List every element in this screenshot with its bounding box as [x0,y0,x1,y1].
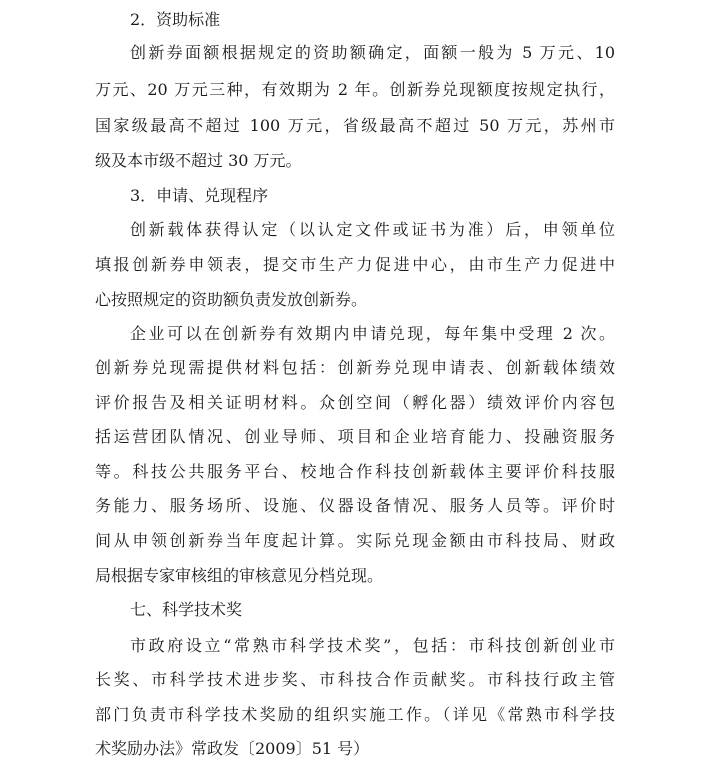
text-line: 评价报告及相关证明材料。众创空间（孵化器）绩效评价内容包 [95,393,615,412]
text-line: 间从申领创新券当年度起计算。实际兑现金额由市科技局、财政 [95,531,615,550]
text-line: 创新券面额根据规定的资助额确定，面额一般为 5 万元、10 [130,43,615,62]
text-line: 术奖励办法》常政发〔2009〕51 号） [95,739,370,758]
text-line: 级及本市级不超过 30 万元。 [95,151,302,170]
text-line: 国家级最高不超过 100 万元，省级最高不超过 50 万元，苏州市 [95,116,615,135]
text-line: 务能力、服务场所、设施、仪器设备情况、服务人员等。评价时 [95,496,615,515]
heading-funding-standard: 2．资助标准 [130,10,221,29]
text-line: 企业可以在创新券有效期内申请兑现，每年集中受理 2 次。 [130,324,615,343]
text-line: 创新载体获得认定（以认定文件或证书为准）后，申领单位 [130,220,615,239]
text-line: 创新券兑现需提供材料包括：创新券兑现申请表、创新载体绩效 [95,358,615,377]
text-line: 等。科技公共服务平台、校地合作科技创新载体主要评价科技服 [95,462,615,481]
heading-application-procedure: 3．申请、兑现程序 [130,186,269,205]
text-line: 括运营团队情况、创业导师、项目和企业培育能力、投融资服务 [95,427,615,446]
heading-science-award: 七、科学技术奖 [130,600,243,619]
text-line: 心按照规定的资助额负责发放创新券。 [95,290,368,309]
text-line: 部门负责市科学技术奖励的组织实施工作。（详见《常熟市科学技 [95,705,615,724]
text-line: 局根据专家审核组的审核意见分档兑现。 [95,566,384,585]
text-line: 填报创新券申领表，提交市生产力促进中心，由市生产力促进中 [95,255,615,274]
text-line: 万元、20 万元三种，有效期为 2 年。创新券兑现额度按规定执行， [95,80,615,99]
text-line: 市政府设立“常熟市科学技术奖”，包括：市科技创新创业市 [130,636,615,655]
document-page [95,0,615,769]
text-line: 长奖、市科学技术进步奖、市科技合作贡献奖。市科技行政主管 [95,670,615,689]
